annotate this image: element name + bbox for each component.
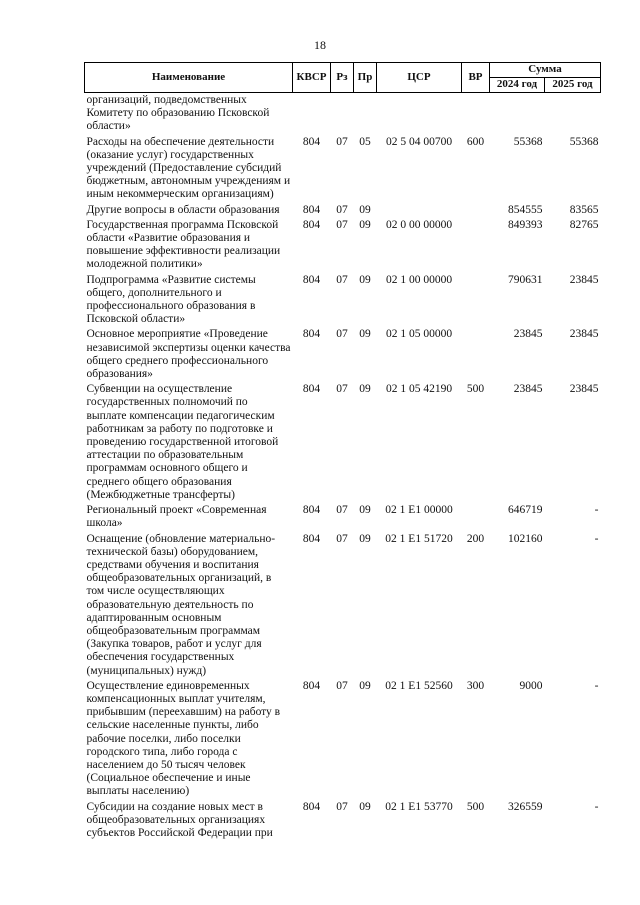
table-row [85,327,601,382]
table-row [85,135,601,203]
header-pr: Пр [354,63,377,93]
row-rz: 07 [336,218,348,231]
table-row [85,532,601,679]
row-sum-2025: 23845 [569,328,599,341]
row-vr [462,93,490,135]
row-kvsr: 804 [302,135,321,148]
row-name: Осуществление единовременных компенсационных выплат учителям, прибывшим (переехавшим) на работу в сельские населенные пункты, либо рабочие поселки, либо поселки городского типа, либо города с населением до 50 тысяч человек (Социальное обеспечение и иные выплаты населению) [86,679,281,798]
row-csr: 02 1 05 00000 [385,328,453,341]
table-row [85,218,601,273]
row-pr: 09 [359,504,371,517]
row-vr: 500 [466,800,485,813]
row-csr: 02 1 E1 52560 [385,679,453,692]
row-sum-2025: - [594,800,599,813]
row-rz: 07 [336,273,348,286]
row-csr [377,93,462,135]
row-name: организаций, подведомственных Комитету по образованию Псковской области» [86,94,270,133]
row-pr [354,93,377,135]
row-sum-2024: 326559 [508,800,543,813]
row-name: Оснащение (обновление материально-технической базы) оборудованием, средствами обучения и воспитания общеобразовательных организаций, в том числе осуществляющих образовательную деятельность по адаптированным основным общеобразовательным программам (Закупка товаров, работ и услуг для обеспечения государственных (муниципальных) нужд) [86,532,276,677]
row-kvsr: 804 [302,679,321,692]
row-pr: 09 [359,273,371,286]
row-vr: 500 [466,383,485,396]
row-sum-2024: 9000 [519,679,543,692]
row-kvsr: 804 [302,532,321,545]
row-vr [462,273,490,328]
header-name: Наименование [85,63,293,93]
row-rz: 07 [336,679,348,692]
row-vr: 200 [466,532,485,545]
row-sum-2024: 23845 [513,328,543,341]
row-pr: 09 [359,679,371,692]
row-sum-2025: 82765 [569,218,599,231]
budget-table [84,62,601,841]
row-kvsr: 804 [302,504,321,517]
row-csr: 02 1 00 00000 [385,273,453,286]
table-row [85,503,601,531]
row-pr: 09 [359,532,371,545]
row-vr [462,503,490,531]
row-name: Субсидии на создание новых мест в общеобразовательных организациях субъектов Российской Федерации при [86,800,273,839]
row-csr: 02 1 05 42190 [385,383,453,396]
header-2024: 2024 год [490,78,545,93]
row-sum-2024: 23845 [513,383,543,396]
row-sum-2025 [545,93,601,135]
table-row [85,382,601,503]
row-pr: 09 [359,203,371,216]
row-sum-2025: 23845 [569,383,599,396]
row-rz: 07 [336,203,348,216]
row-name: Субвенции на осуществление государственных полномочий по выплате компенсации педагогическим работникам за работу по подготовке и проведению государственной итоговой аттестации по образовательным программам основного общего и среднего общего образования (Межбюджетные трансферты) [86,383,279,501]
table-row [85,203,601,218]
row-kvsr [293,93,331,135]
table-row [85,679,601,800]
row-pr: 09 [359,800,371,813]
row-rz: 07 [336,532,348,545]
row-sum-2024 [490,93,545,135]
header-csr: ЦСР [377,63,462,93]
row-sum-2025: - [594,532,599,545]
row-sum-2025: - [594,504,599,517]
header-rz: Рз [331,63,354,93]
row-name: Расходы на обеспечение деятельности (оказание услуг) государственных учреждений (Предоставление субсидий бюджетным, автономным учреждениям и иным некоммерческим организациям) [86,135,291,201]
row-kvsr: 804 [302,383,321,396]
row-rz [331,93,354,135]
row-kvsr: 804 [302,800,321,813]
row-csr [377,203,462,218]
row-kvsr: 804 [302,328,321,341]
row-vr [462,327,490,382]
row-name: Региональный проект «Современная школа» [86,504,267,530]
row-csr: 02 0 00 00000 [385,218,453,231]
row-sum-2025: 55368 [569,135,599,148]
row-csr: 02 1 E1 51720 [385,532,453,545]
row-sum-2024: 646719 [508,504,543,517]
row-kvsr: 804 [302,273,321,286]
row-sum-2024: 854555 [508,203,543,216]
row-sum-2024: 102160 [508,532,543,545]
row-sum-2025: 23845 [569,273,599,286]
table-row [85,93,601,135]
header-2025: 2025 год [545,78,601,93]
row-sum-2024: 55368 [513,135,543,148]
row-vr [462,218,490,273]
row-pr: 09 [359,218,371,231]
row-csr: 02 1 E1 53770 [385,800,453,813]
row-pr: 09 [359,383,371,396]
header-sum: Сумма [490,63,601,78]
header-vr: ВР [462,63,490,93]
row-rz: 07 [336,328,348,341]
row-rz: 07 [336,135,348,148]
row-vr: 600 [466,135,485,148]
row-vr [462,203,490,218]
row-rz: 07 [336,800,348,813]
row-sum-2024: 790631 [508,273,543,286]
row-name: Другие вопросы в области образования [86,203,280,216]
header-kvsr: КВСР [293,63,331,93]
row-name: Подпрограмма «Развитие системы общего, дополнительного и профессионального образования в Псковской области» [86,273,256,326]
row-csr: 02 5 04 00700 [385,135,453,148]
row-sum-2025: 83565 [569,203,599,216]
row-sum-2025: - [594,679,599,692]
header-row-1 [85,63,601,78]
row-vr: 300 [466,679,485,692]
row-pr: 05 [359,135,371,148]
row-name: Государственная программа Псковской области «Развитие образования и повышение эффективности реализации молодежной политики» [86,218,281,271]
row-name: Основное мероприятие «Проведение независимой экспертизы оценки качества общего среднего профессионального образования» [86,328,291,381]
page-number: 18 [314,38,326,52]
row-pr: 09 [359,328,371,341]
row-sum-2024: 849393 [508,218,543,231]
row-rz: 07 [336,504,348,517]
row-kvsr: 804 [302,203,321,216]
row-csr: 02 1 E1 00000 [385,504,453,517]
table-row [85,273,601,328]
table-row [85,800,601,842]
row-kvsr: 804 [302,218,321,231]
row-rz: 07 [336,383,348,396]
